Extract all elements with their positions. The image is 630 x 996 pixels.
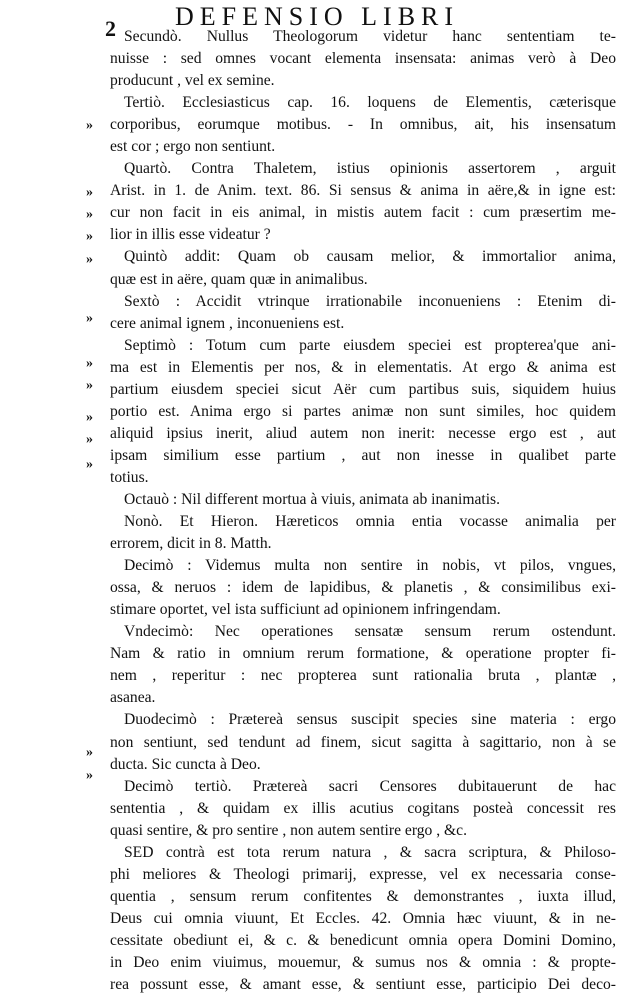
text-line: cere animal ignem , inconueniens est. xyxy=(110,314,345,332)
margin-quote-mark: » xyxy=(86,457,92,472)
body-text xyxy=(110,26,616,996)
text-line: quasi sentire, & pro sentire , non autem sentire ergo , &c. xyxy=(110,821,467,839)
margin-quote-mark: » xyxy=(86,252,92,267)
text-line: Secundò. Nullus Theologorum videtur hanc sententiam te- xyxy=(124,28,616,45)
margin-quote-mark: » xyxy=(86,118,92,133)
text-line: Arist. in 1. de Anim. text. 86. Si sensus & anima in aëre,& in igne est: xyxy=(110,182,616,200)
text-line: Octauò : Nil different mortua à viuis, animata ab inanimatis. xyxy=(124,490,501,508)
text-line: Quintò addit: Quam ob causam melior, & immortalior anima, xyxy=(124,248,616,266)
text-line: in Deo enim viuimus, mouemur, & sumus nos & omnia : & propte- xyxy=(110,953,616,971)
text-line: portio est. Anima ergo si partes animæ non sunt similes, hoc quidem xyxy=(110,402,616,420)
text-line: producunt , vel ex semine. xyxy=(110,72,275,90)
text-line: rea possunt esse, & amant esse, & sentiunt esse, participio Dei deco- xyxy=(110,976,616,994)
text-line: Sextò : Accidit vtrinque irrationabile inconueniens : Etenim di- xyxy=(124,292,616,310)
text-line: asanea. xyxy=(110,689,156,707)
text-line: Decimò : Videmus multa non sentire in nobis, vt pilos, vngues, xyxy=(124,557,616,575)
text-line: Nonò. Et Hieron. Hæreticos omnia entia vocasse animalia per xyxy=(124,513,616,531)
text-line: lior in illis esse videatur ? xyxy=(110,226,271,244)
text-line: nuisse : sed omnes vocant elementa insensata: animas verò à Deo xyxy=(110,50,616,68)
text-line: aliquid ipsius inerit, aliud autem non inerit: necesse ergo est , aut xyxy=(110,424,616,442)
text-line: partium eiusdem speciei sicut Aër cum partibus suis, siquidem huius xyxy=(110,380,616,398)
text-line: ipsam similium esse partium , aut non inesse in qualibet parte xyxy=(110,446,616,464)
margin-quote-mark: » xyxy=(86,745,92,760)
margin-quote-mark: » xyxy=(86,432,92,447)
text-line: cessitate obediunt ei, & c. & benedicunt omnia opera Domini Domino, xyxy=(110,931,616,949)
margin-quote-mark: » xyxy=(86,378,92,393)
text-line: Duodecimò : Prætereà sensus suscipit species sine materia : ergo xyxy=(124,711,616,729)
text-line: Deus cui omnia viuunt, Et Eccles. 42. Omnia hæc viuunt, & in ne- xyxy=(110,909,616,927)
text-line: cur non facit in eis animal, in mistis autem facit : cum præsertim me- xyxy=(110,204,616,222)
text-line: ma est in Elementis per nos, & in elementatis. At ergo & anima est xyxy=(110,358,616,376)
text-line: Quartò. Contra Thaletem, istius opinionis assertorem , arguit xyxy=(124,160,616,178)
running-title: DEFENSIO LIBRI xyxy=(175,2,460,31)
text-line: corporibus, eorumque motibus. - In omnibus, ait, his insensatum xyxy=(110,116,616,134)
page-number: 2 xyxy=(105,16,116,41)
text-line: ducta. Sic cuncta à Deo. xyxy=(110,755,261,773)
margin-quote-mark: » xyxy=(86,207,92,222)
text-line: Septimò : Totum cum parte eiusdem speciei est propterea'que ani- xyxy=(124,336,616,354)
text-line: stimare oportet, vel ista sufficiunt ad opinionem infringendam. xyxy=(110,601,501,619)
margin-quote-mark: » xyxy=(86,410,92,425)
text-line: est cor ; ergo non sentiunt. xyxy=(110,138,276,156)
text-line: Vndecimò: Nec operationes sensatæ sensum rerum ostendunt. xyxy=(124,623,616,641)
margin-quote-mark: » xyxy=(86,768,92,783)
text-line: phi meliores & Theologi primarij, expresse, vel ex necessaria conse- xyxy=(110,865,616,883)
text-line: SED contrà est tota rerum natura , & sacra scriptura, & Philoso- xyxy=(124,843,616,861)
text-line: quæ est in aëre, quam quæ in animalibus. xyxy=(110,270,368,288)
text-line: errorem, dicit in 8. Matth. xyxy=(110,535,272,553)
margin-quote-mark: » xyxy=(86,311,92,326)
margin-quote-mark: » xyxy=(86,229,92,244)
text-line: ossa, & neruos : idem de lapidibus, & planetis , & consimilibus exi- xyxy=(110,579,616,597)
text-line: non sentiunt, sed tendunt ad finem, sicut sagitta à sagittario, non à se xyxy=(110,733,616,751)
text-line: sententia , & quidam ex illis acutius cogitans posteà concessit res xyxy=(110,799,616,817)
text-line: totius. xyxy=(110,468,149,486)
text-line: Nam & ratio in omnium rerum formatione, & operatione propter fi- xyxy=(110,645,616,663)
text-line: quentia , sensum rerum confitentes & demonstrantes , iuxta illud, xyxy=(110,887,616,905)
text-line: Tertiò. Ecclesiasticus cap. 16. loquens de Elementis, cæterisque xyxy=(124,94,616,112)
text-line: Decimò tertiò. Prætereà sacri Censores dubitauerunt de hac xyxy=(124,777,616,795)
margin-quote-mark: » xyxy=(86,185,92,200)
margin-quote-mark: » xyxy=(86,356,92,371)
text-line: nem , reperitur : nec propterea sunt rationalia bruta , plantæ , xyxy=(110,667,616,685)
